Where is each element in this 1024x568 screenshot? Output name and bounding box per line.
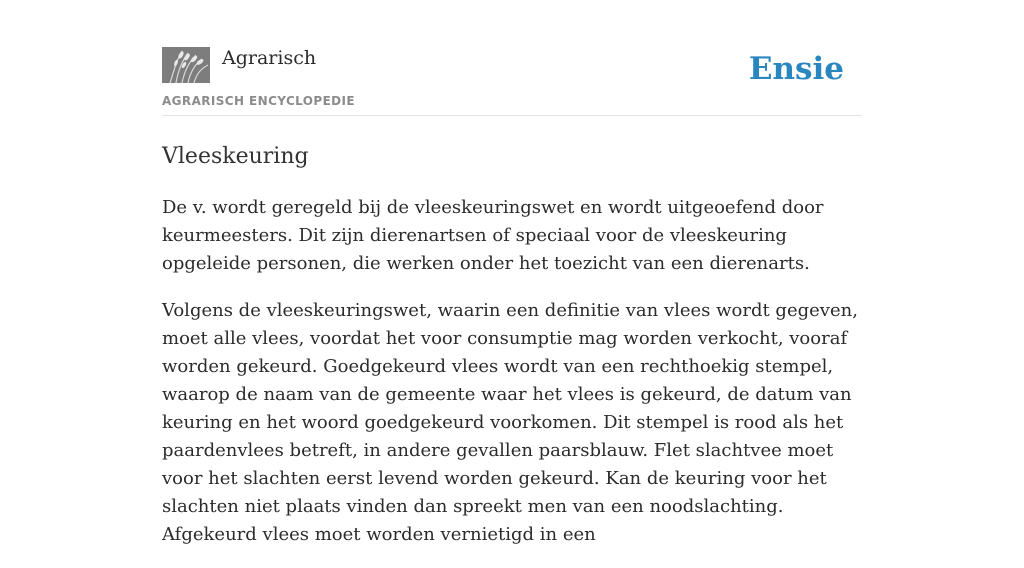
site-header [162, 0, 862, 116]
article-container [162, 0, 862, 568]
brand-logo[interactable]: Ensie [748, 51, 844, 87]
paragraph: Volgens de vleeskeuringswet, waarin een definitie van vlees wordt gegeven, moet alle vlees, voordat het voor consumptie mag worden verkocht, vooraf worden gekeurd. Goedgekeurd vlees wordt van een rechthoekig stempel, waarop de naam van de gemeente waar het vlees is gekeurd, de datum van keuring en het woord goedgekeurd voorkomen. Dit stempel is rood als het paardenvlees betreft, in andere gevallen paarsblauw. Flet slachtvee moet voor het slachten eerst levend worden gekeurd. Kan de keuring voor het slachten niet plaats vinden dan spreekt men van een noodslachting. Afgekeurd vlees moet worden vernietigd in een [162, 300, 858, 545]
wheat-icon[interactable] [162, 47, 210, 83]
page-title: Vleeskeuring [162, 144, 309, 169]
paragraph: De v. wordt geregeld bij de vleeskeuringswet en wordt uitgeoefend door keurmeesters. Dit zijn dierenartsen of speciaal voor de vleeskeuring opgeleide personen, die werken onder het toezicht van een dierenarts. [162, 197, 824, 274]
source-name[interactable]: Agrarisch [222, 47, 317, 69]
article-body [162, 194, 862, 549]
source-subtitle[interactable]: AGRARISCH ENCYCLOPEDIE [162, 94, 355, 108]
